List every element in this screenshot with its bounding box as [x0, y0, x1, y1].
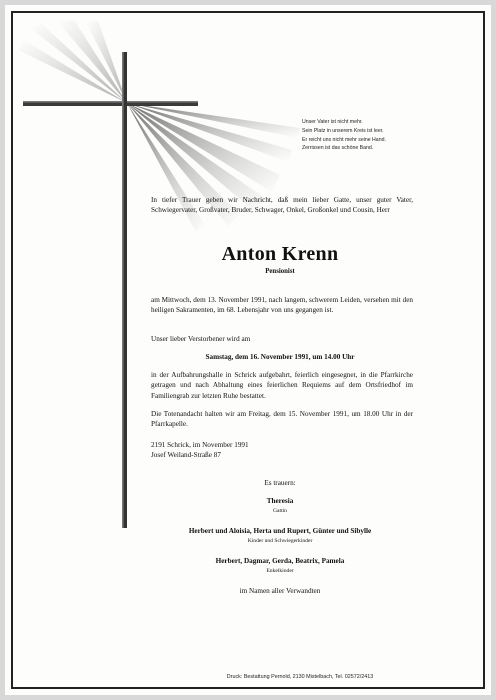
address-line: Josef Weiland-Straße 87: [151, 451, 221, 460]
mourner-relation: Kinder und Schwiegerkinder: [247, 538, 313, 544]
prayer-paragraph: Die Totenandacht halten wir am Freitag, dem 15. November 1991, um 18.00 Uhr in der Pfarrkapelle.: [151, 410, 413, 429]
relatives-line: im Namen aller Verwandten: [239, 587, 321, 595]
deceased-intro: Unser lieber Verstorbener wird am: [151, 335, 251, 343]
mourner-relation: Gattin: [273, 508, 287, 514]
poem-line: Zerrissen ist das schöne Band.: [302, 145, 374, 152]
printer-imprint: Druck: Bestattung Pernold, 2130 Mistelbach, Tel. 02572/2413: [226, 674, 374, 680]
funeral-details: in der Aufbahrungshalle in Schrick aufgebahrt, feierlich eingesegnet, in die Pfarrkirche getragen und nach Abhaltung eines feierlichen Requiems auf dem Ortsfriedhof im Familiengrab zur letzten Ruhe bestattet.: [151, 371, 413, 400]
mourner-relation: Enkelkinder: [266, 568, 294, 574]
deceased-name: Anton Krenn: [221, 243, 339, 265]
poem-line: Sein Platz in unserem Kreis ist leer.: [302, 127, 384, 134]
address-block: [151, 440, 413, 461]
mourners-title: Es trauern:: [264, 479, 296, 487]
mourner-names: Herbert und Aloisia, Herta und Rupert, Günter und Sibylle: [188, 527, 372, 535]
poem-block: [302, 118, 472, 153]
mourner-names: Herbert, Dagmar, Gerda, Beatrix, Pamela: [215, 557, 345, 565]
poem-line: Er reicht uns nicht mehr seine Hand.: [302, 136, 386, 143]
address-line: 2191 Schrick, im November 1991: [151, 441, 249, 449]
death-paragraph: am Mittwoch, dem 13. November 1991, nach langem, schwerem Leiden, versehen mit den heiligen Sakramenten, im 68. Lebensjahr von uns gegangen ist.: [151, 296, 413, 315]
funeral-date: Samstag, dem 16. November 1991, um 14.00 Uhr: [205, 353, 355, 361]
intro-paragraph: In tiefer Trauer geben wir Nachricht, daß mein lieber Gatte, unser guter Vater, Schwiegervater, Großvater, Bruder, Schwager, Onkel, Großonkel und Cousin, Herr: [151, 196, 413, 215]
poem-line: Unser Vater ist nicht mehr.: [302, 119, 363, 125]
mourner-names: Theresia: [266, 497, 294, 505]
occupation: Pensionist: [265, 268, 295, 275]
